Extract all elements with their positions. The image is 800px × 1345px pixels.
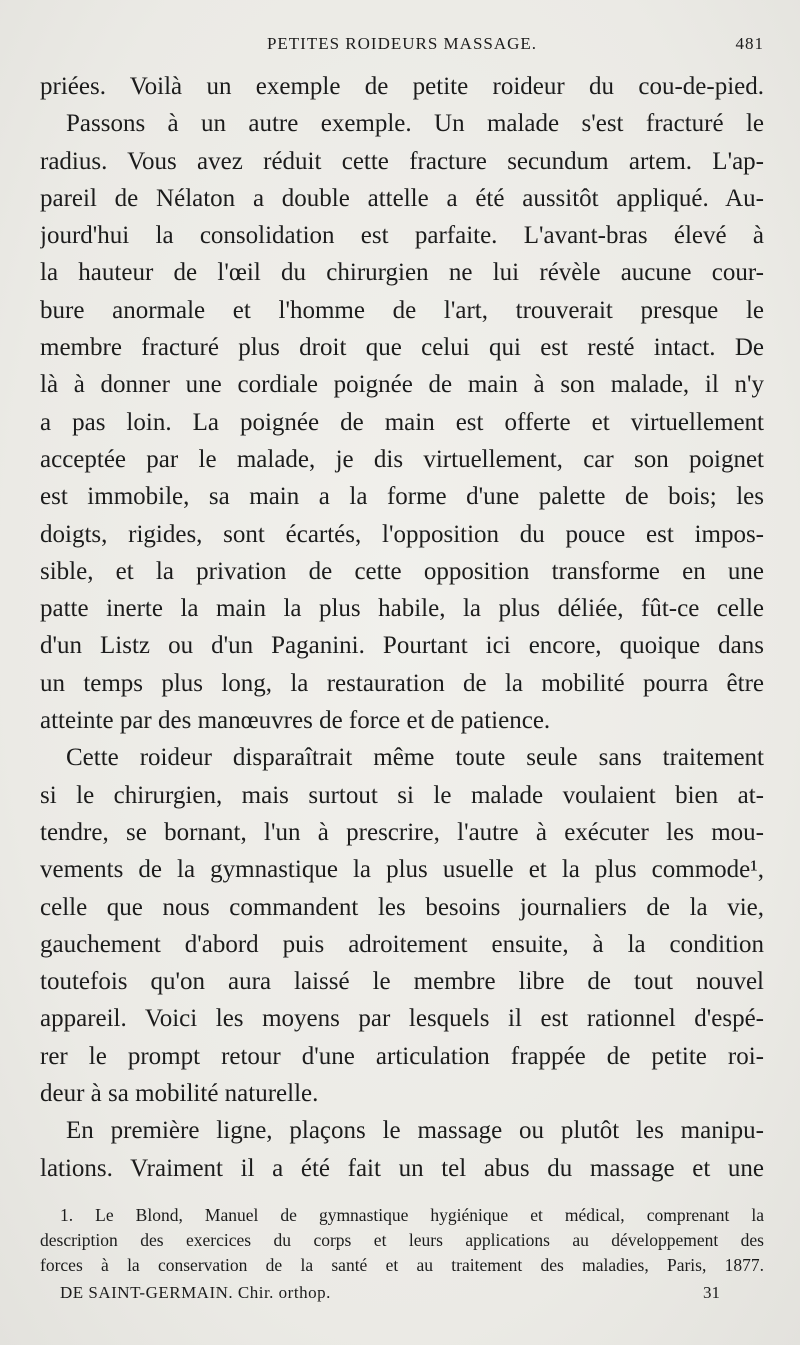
paragraph-end-line: deur à sa mobilité naturelle. — [40, 1080, 319, 1108]
text-line: doigts, rigides, sont écartés, l'opposition du pouce est impos- — [40, 520, 764, 548]
text-line: d'un Listz ou d'un Paganini. Pourtant ici encore, quoique dans — [40, 632, 764, 660]
paragraph-start-line: Passons à un autre exemple. Un malade s'est fracturé le — [66, 110, 764, 138]
text-line: si le chirurgien, mais surtout si le malade voulaient bien at- — [40, 781, 764, 809]
text-line: là à donner une cordiale poignée de main à son malade, il n'y — [40, 371, 764, 399]
paragraph-end-line: atteinte par des manœuvres de force et de patience. — [40, 707, 551, 735]
footnote-line: 1. Le Blond, Manuel de gymnastique hygiénique et médical, comprenant la — [60, 1205, 764, 1225]
text-line: acceptée par le malade, je dis virtuellement, car son poignet — [40, 445, 764, 473]
text-line: priées. Voilà un exemple de petite roideur du cou-de-pied. — [40, 73, 764, 100]
body-text — [40, 68, 764, 1187]
signature-number: 31 — [703, 1283, 720, 1302]
running-head — [40, 34, 764, 58]
page-number: 481 — [735, 34, 764, 53]
text-line: bure anormale et l'homme de l'art, trouverait presque le — [40, 296, 764, 324]
text-line: celle que nous commandent les besoins journaliers de la vie, — [40, 893, 764, 921]
text-line: un temps plus long, la restauration de la mobilité pourra être — [40, 669, 764, 697]
text-line: appareil. Voici les moyens par lesquels il est rationnel d'espé- — [40, 1005, 764, 1033]
signature-line — [60, 1283, 720, 1307]
running-title: PETITES ROIDEURS MASSAGE. — [266, 34, 538, 53]
text-line: radius. Vous avez réduit cette fracture secundum artem. L'ap- — [40, 147, 764, 175]
footnotes — [40, 1203, 764, 1278]
footnote-line: description des exercices du corps et leurs applications au développement des — [40, 1230, 764, 1250]
text-line: gauchement d'abord puis adroitement ensuite, à la condition — [40, 930, 764, 958]
text-line: pareil de Nélaton a double attelle a été aussitôt appliqué. Au- — [40, 184, 764, 212]
paragraph-start-line: Cette roideur disparaîtrait même toute seule sans traitement — [66, 744, 764, 772]
text-line: patte inerte la main la plus habile, la plus déliée, fût-ce celle — [40, 595, 764, 623]
text-line: rer le prompt retour d'une articulation frappée de petite roi- — [40, 1042, 764, 1070]
text-line: jourd'hui la consolidation est parfaite. L'avant-bras élevé à — [40, 222, 764, 250]
text-line: a pas loin. La poignée de main est offerte et virtuellement — [40, 408, 764, 436]
text-line: lations. Vraiment il a été fait un tel abus du massage et une — [40, 1154, 764, 1182]
text-line: membre fracturé plus droit que celui qui est resté intact. De — [40, 334, 764, 362]
text-line: toutefois qu'on aura laissé le membre libre de tout nouvel — [40, 968, 764, 996]
signature-author: DE SAINT-GERMAIN. Chir. orthop. — [60, 1283, 331, 1302]
text-line: la hauteur de l'œil du chirurgien ne lui révèle aucune cour- — [40, 259, 764, 287]
text-line: sible, et la privation de cette opposition transforme en une — [40, 557, 764, 585]
paragraph-start-line: En première ligne, plaçons le massage ou plutôt les manipu- — [66, 1117, 764, 1145]
text-line: est immobile, sa main a la forme d'une palette de bois; les — [40, 483, 764, 511]
text-line: tendre, se bornant, l'un à prescrire, l'autre à exécuter les mou- — [40, 818, 764, 846]
footnote-line: forces à la conservation de la santé et au traitement des maladies, Paris, 1877. — [40, 1255, 764, 1275]
text-line: vements de la gymnastique la plus usuelle et la plus commode¹, — [40, 856, 764, 884]
